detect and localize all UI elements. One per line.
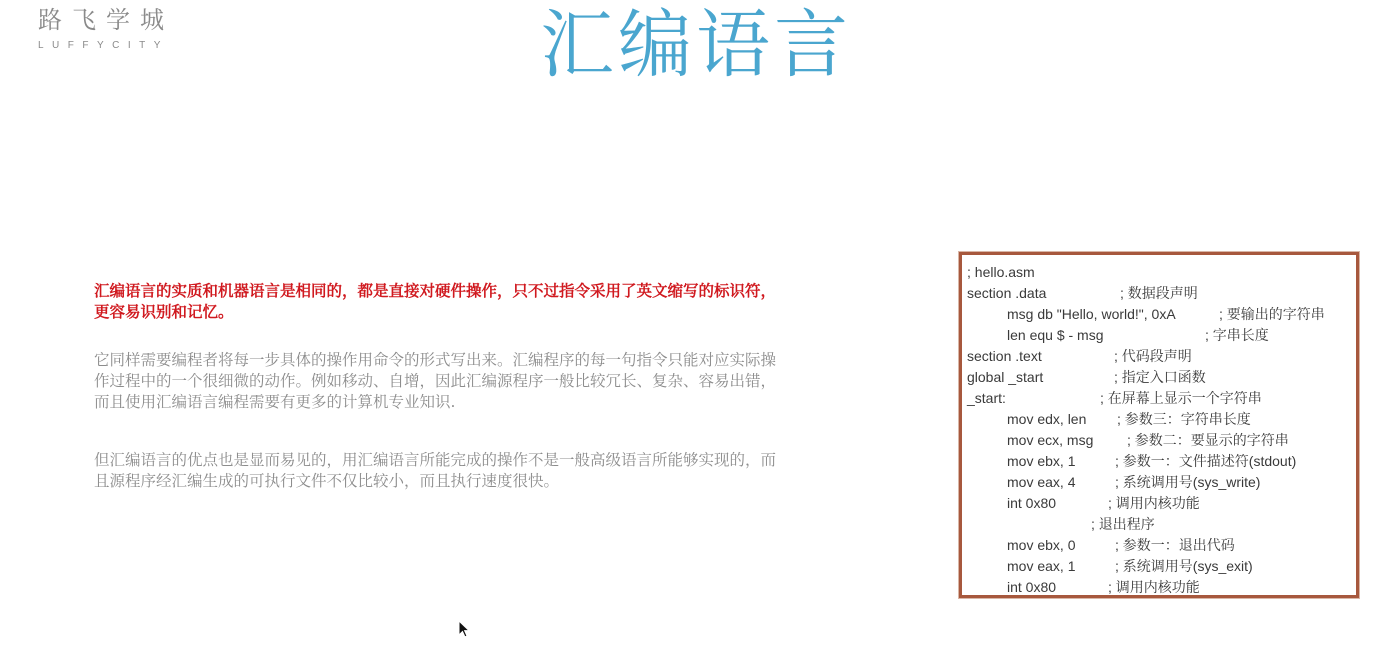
code-comment: ; 数据段声明 — [1120, 285, 1198, 301]
code-comment: ; 字串长度 — [1205, 327, 1269, 343]
code-comment: ; 退出程序 — [1091, 516, 1155, 532]
code-line: section .text — [967, 348, 1042, 364]
code-comment: ; 代码段声明 — [1114, 348, 1192, 364]
code-line: mov eax, 4 — [1007, 474, 1076, 490]
code-line: int 0x80 — [1007, 579, 1057, 595]
code-comment: ; 参数三：字符串长度 — [1117, 411, 1251, 427]
code-line: _start: — [967, 390, 1006, 406]
code-comment: ; 系统调用号(sys_write) — [1115, 474, 1261, 490]
code-comment: ; 调用内核功能 — [1108, 495, 1200, 511]
code-comment: ; 在屏幕上显示一个字符串 — [1100, 390, 1262, 406]
code-line: mov ebx, 0 — [1007, 537, 1076, 553]
code-comment: ; 参数二：要显示的字符串 — [1127, 432, 1289, 448]
logo-english: LUFFYCITY — [38, 40, 169, 51]
highlight-paragraph: 汇编语言的实质和机器语言是相同的，都是直接对硬件操作，只不过指令采用了英文缩写的标识符，更容易识别和记忆。 — [94, 282, 777, 321]
body-paragraph-2: 但汇编语言的优点也是显而易见的，用汇编语言所能完成的操作不是一般高级语言所能够实现的，而且源程序经汇编生成的可执行文件不仅比较小，而且执行速度很快。 — [94, 451, 777, 490]
logo-chinese: 路飞学城 — [38, 6, 174, 34]
code-comment: ; 指定入口函数 — [1114, 369, 1206, 385]
code-line: global _start — [967, 369, 1044, 385]
code-line: mov ebx, 1 — [1007, 453, 1076, 469]
code-line: int 0x80 — [1007, 495, 1057, 511]
code-comment: ; 调用内核功能 — [1108, 579, 1200, 595]
body-paragraph-1: 它同样需要编程者将每一步具体的操作用命令的形式写出来。汇编程序的每一句指令只能对应实际操作过程中的一个很细微的动作。例如移动、自增，因此汇编源程序一般比较冗长、复杂、容易出错，而且使用汇编语言编程需要有更多的计算机专业知识. — [94, 351, 777, 411]
logo — [38, 6, 174, 52]
code-comment: ; 要输出的字符串 — [1219, 306, 1325, 322]
code-line: len equ $ - msg — [1007, 327, 1104, 343]
code-line: msg db "Hello, world!", 0xA — [1007, 306, 1176, 322]
code-comment: ; 参数一：退出代码 — [1115, 537, 1235, 553]
code-line: ; hello.asm — [967, 264, 1035, 280]
code-comment: ; 参数一：文件描述符(stdout) — [1115, 453, 1297, 469]
code-line: section .data — [967, 285, 1047, 301]
slide-title: 汇编语言 — [540, 2, 852, 88]
code-comment: ; 系统调用号(sys_exit) — [1115, 558, 1253, 574]
code-line: mov ecx, msg — [1007, 432, 1094, 448]
code-line: mov edx, len — [1007, 411, 1087, 427]
code-line: mov eax, 1 — [1007, 558, 1076, 574]
code-box — [959, 252, 1359, 598]
